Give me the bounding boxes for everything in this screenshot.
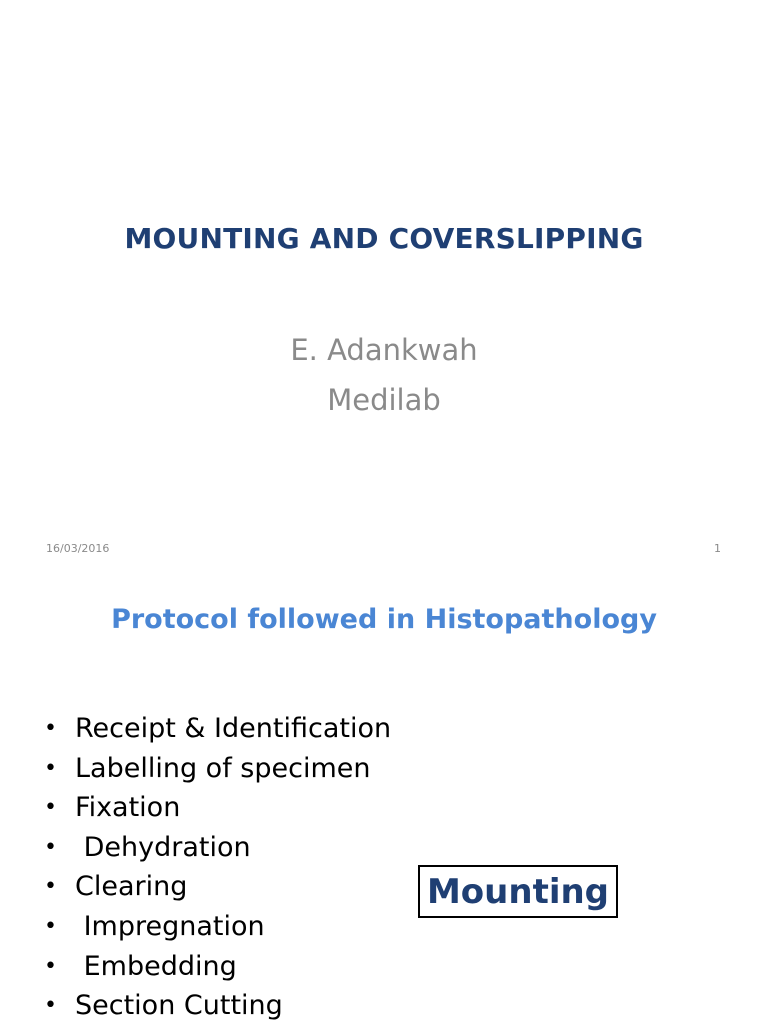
bullet-icon: • — [44, 755, 57, 781]
list-item — [44, 749, 391, 789]
list-item-label: Embedding — [75, 950, 237, 982]
mounting-highlight-box: Mounting — [418, 865, 618, 918]
list-item — [44, 907, 391, 947]
organization-name: Medilab — [327, 383, 441, 417]
slide-title: MOUNTING AND COVERSLIPPING — [124, 222, 644, 255]
protocol-list — [44, 709, 391, 1024]
bullet-icon: • — [44, 874, 57, 900]
list-item — [44, 947, 391, 987]
bullet-icon: • — [44, 834, 57, 860]
list-item-label: Receipt & Identification — [75, 713, 392, 744]
list-item-label: Fixation — [75, 792, 181, 824]
list-item — [44, 986, 391, 1024]
list-item — [44, 709, 391, 749]
list-item-label: Labelling of specimen — [75, 752, 371, 784]
bullet-icon: • — [44, 953, 57, 979]
bullet-icon: • — [44, 993, 57, 1019]
list-item-label: Section Cutting — [75, 990, 283, 1022]
section-title: Protocol followed in Histopathology — [111, 604, 657, 635]
list-item — [44, 788, 391, 828]
bullet-icon: • — [44, 795, 57, 821]
footer-date: 16/03/2016 — [46, 542, 110, 555]
list-item-label: Clearing — [75, 871, 188, 903]
bullet-icon: • — [44, 716, 57, 741]
author-name: E. Adankwah — [290, 333, 478, 367]
footer-page-number: 1 — [714, 542, 721, 555]
list-item-label: Impregnation — [75, 910, 265, 942]
bullet-icon: • — [44, 913, 57, 939]
list-item — [44, 867, 391, 907]
list-item-label: Dehydration — [75, 831, 251, 863]
list-item — [44, 828, 391, 868]
